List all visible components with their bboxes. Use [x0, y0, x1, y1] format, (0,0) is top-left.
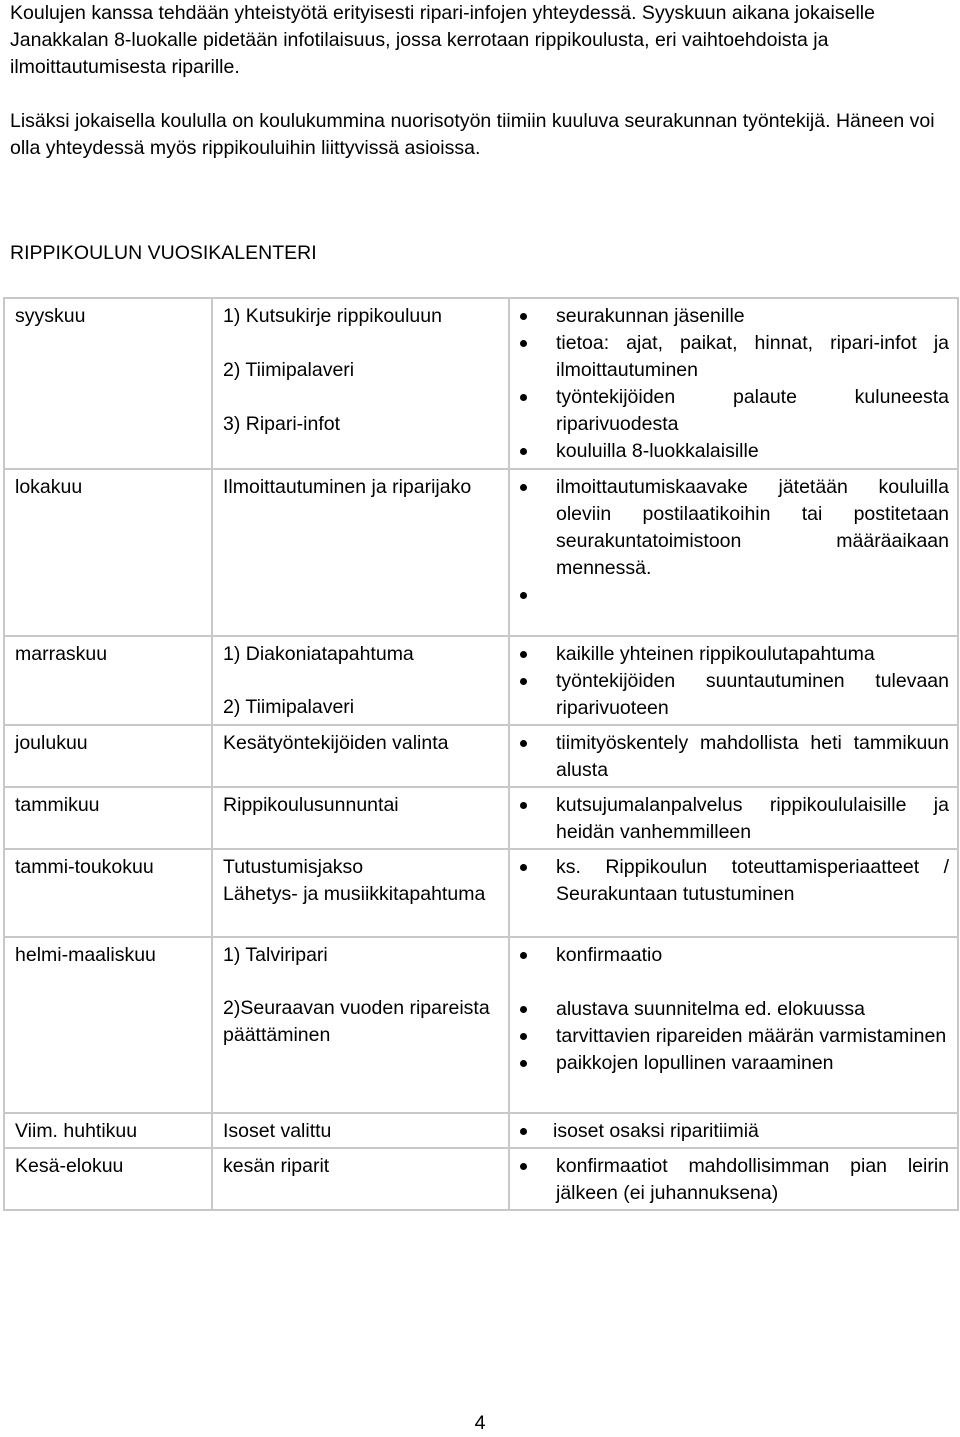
bullet-icon: [520, 313, 527, 320]
event-text: 1) Diakoniatapahtuma: [223, 643, 414, 665]
list-item: konfirmaatiot mahdollisimman pian leirin jälkeen (ei juhannuksena): [518, 1153, 949, 1207]
table-row: [5, 938, 959, 1114]
event-cell: [213, 637, 510, 726]
bullet-icon: [520, 1128, 527, 1135]
table-row: [5, 470, 959, 637]
calendar-heading: RIPPIKOULUN VUOSIKALENTERI: [10, 242, 317, 264]
event-cell: [213, 299, 510, 470]
bullet-icon: [520, 1033, 527, 1040]
month-cell: helmi-maaliskuu: [5, 938, 213, 1114]
event-text: 3) Ripari-infot: [223, 413, 341, 435]
intro-paragraph-2: Lisäksi jokaisella koululla on koulukummina nuorisotyön tiimiin kuuluva seurakunnan työntekijä. Häneen voi olla yhteydessä myös rippikouluihin liittyvissä asioissa.: [10, 110, 935, 159]
notes-cell: [510, 1114, 959, 1149]
event-cell: [213, 938, 510, 1114]
list-item: konfirmaatio: [518, 942, 949, 969]
event-text: Tutustumisjakso: [223, 856, 364, 878]
bullet-icon: [520, 740, 527, 747]
notes-cell: [510, 938, 959, 1114]
list-item: kaikille yhteinen rippikoulutapahtuma: [518, 641, 949, 668]
month-cell: lokakuu: [5, 470, 213, 637]
list-item: tiimityöskentely mahdollista heti tammikuun alusta: [518, 730, 949, 784]
month-cell: marraskuu: [5, 637, 213, 726]
list-item: ks. Rippikoulun toteuttamisperiaatteet / Seurakuntaan tutustuminen: [518, 854, 949, 908]
list-item: [518, 582, 949, 609]
event-cell: Rippikoulusunnuntai: [213, 788, 510, 850]
event-text: Lähetys- ja musiikkitapahtuma: [223, 883, 486, 905]
event-text: 2)Seuraavan vuoden ripareista päättäminen: [223, 997, 490, 1046]
bullet-icon: [520, 1006, 527, 1013]
bullet-icon: [520, 394, 527, 401]
notes-cell: [510, 1149, 959, 1211]
notes-cell: [510, 788, 959, 850]
list-item: seurakunnan jäsenille: [518, 303, 949, 330]
bullet-icon: [520, 592, 527, 599]
intro-paragraph-1: Koulujen kanssa tehdään yhteistyötä erityisesti ripari-infojen yhteydessä. Syyskuun aikana jokaiselle Janakkalan 8-luokalle pidetään infotilaisuus, jossa kerrotaan rippikoulusta, eri vaihtoehdoista ja ilmoittautumisesta riparille.: [10, 2, 875, 78]
notes-cell: [510, 726, 959, 788]
month-cell: tammikuu: [5, 788, 213, 850]
event-cell: Kesätyöntekijöiden valinta: [213, 726, 510, 788]
page-number: 4: [474, 1412, 486, 1434]
list-item: ilmoittautumiskaavake jätetään kouluilla oleviin postilaatikoihin tai postitetaan seurakuntatoimistoon määräaikaan mennessä.: [518, 474, 949, 582]
event-cell: Ilmoittautuminen ja riparijako: [213, 470, 510, 637]
bullet-icon: [520, 1060, 527, 1067]
month-cell: joulukuu: [5, 726, 213, 788]
month-cell: Kesä-elokuu: [5, 1149, 213, 1211]
event-text: 1) Talviripari: [223, 944, 328, 966]
event-text: 2) Tiimipalaveri: [223, 359, 355, 381]
list-item: tietoa: ajat, paikat, hinnat, ripari-infot ja ilmoittautuminen: [518, 330, 949, 384]
event-cell: kesän riparit: [213, 1149, 510, 1211]
bullet-icon: [520, 340, 527, 347]
bullet-icon: [520, 802, 527, 809]
table-row: [5, 788, 959, 850]
table-row: [5, 850, 959, 938]
event-cell: [213, 850, 510, 938]
event-text: 1) Kutsukirje rippikouluun: [223, 305, 442, 327]
bullet-icon: [520, 484, 527, 491]
bullet-icon: [520, 448, 527, 455]
list-item: isoset osaksi riparitiimiä: [518, 1118, 949, 1145]
year-calendar-table: [3, 297, 959, 1211]
bullet-icon: [520, 678, 527, 685]
bullet-icon: [520, 952, 527, 959]
notes-cell: [510, 637, 959, 726]
bullet-icon: [520, 864, 527, 871]
list-item: työntekijöiden suuntautuminen tulevaan riparivuoteen: [518, 668, 949, 722]
list-item: alustava suunnitelma ed. elokuussa: [518, 996, 949, 1023]
event-text: 2) Tiimipalaveri: [223, 696, 355, 718]
notes-cell: [510, 299, 959, 470]
bullet-icon: [520, 651, 527, 658]
table-row: [5, 1149, 959, 1211]
month-cell: tammi-toukokuu: [5, 850, 213, 938]
table-row: [5, 299, 959, 470]
month-cell: syyskuu: [5, 299, 213, 470]
notes-cell: [510, 470, 959, 637]
table-row: [5, 726, 959, 788]
notes-cell: [510, 850, 959, 938]
month-cell: Viim. huhtikuu: [5, 1114, 213, 1149]
list-item: paikkojen lopullinen varaaminen: [518, 1050, 949, 1077]
event-cell: Isoset valittu: [213, 1114, 510, 1149]
list-item: kutsujumalanpalvelus rippikoululaisille ja heidän vanhemmilleen: [518, 792, 949, 846]
table-row: [5, 637, 959, 726]
list-item: kouluilla 8-luokkalaisille: [518, 438, 949, 465]
list-item: tarvittavien ripareiden määrän varmistaminen: [518, 1023, 949, 1050]
bullet-icon: [520, 1163, 527, 1170]
table-row: [5, 1114, 959, 1149]
list-item: työntekijöiden palaute kuluneesta riparivuodesta: [518, 384, 949, 438]
